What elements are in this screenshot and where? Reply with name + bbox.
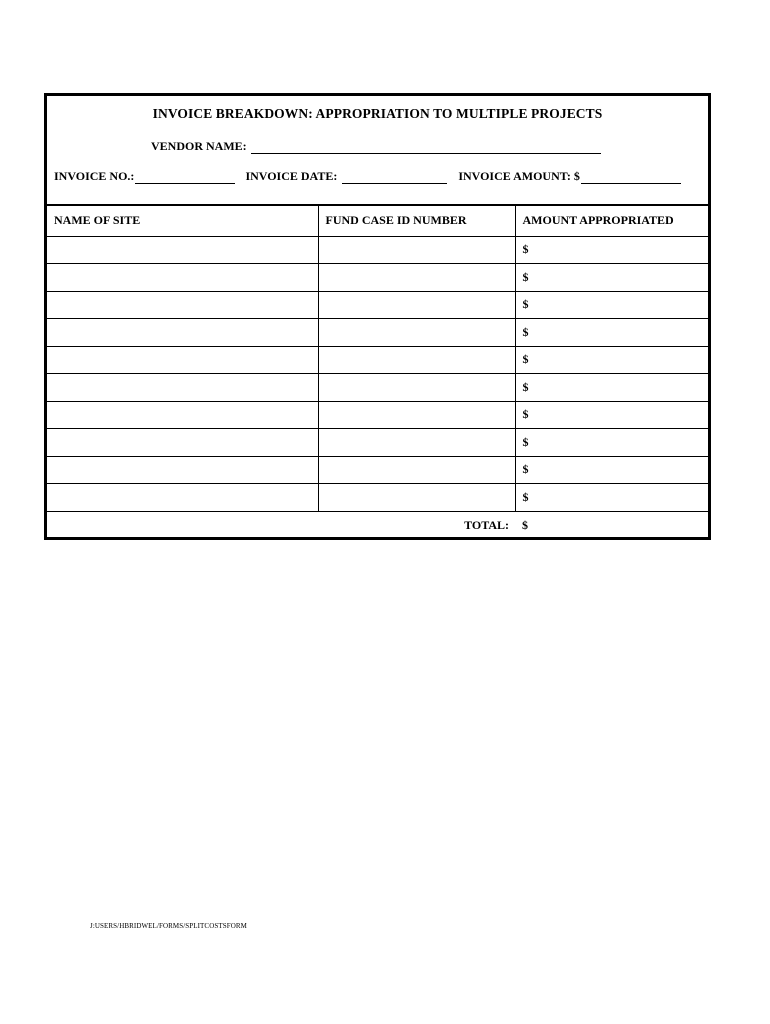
site-name-cell[interactable] (47, 319, 318, 347)
site-name-cell[interactable] (47, 346, 318, 374)
table-header-row (47, 205, 708, 236)
vendor-name-field[interactable] (251, 141, 601, 154)
amount-cell[interactable]: $ (515, 401, 708, 429)
amount-cell[interactable]: $ (515, 346, 708, 374)
site-name-cell[interactable] (47, 264, 318, 292)
table-row (47, 236, 708, 264)
amount-cell[interactable]: $ (515, 319, 708, 347)
table-row (47, 346, 708, 374)
fund-case-id-cell[interactable] (318, 319, 515, 347)
amount-cell[interactable]: $ (515, 429, 708, 457)
site-name-cell[interactable] (47, 401, 318, 429)
total-row (47, 511, 708, 539)
amount-cell[interactable]: $ (515, 484, 708, 512)
total-label: TOTAL: (47, 511, 515, 539)
invoice-info-row (54, 169, 681, 184)
table-row (47, 456, 708, 484)
amount-cell[interactable]: $ (515, 264, 708, 292)
invoice-no-field[interactable] (135, 171, 235, 184)
vendor-name-row (151, 139, 601, 154)
site-name-cell[interactable] (47, 291, 318, 319)
table-row (47, 429, 708, 457)
amount-cell[interactable]: $ (515, 291, 708, 319)
fund-case-id-cell[interactable] (318, 374, 515, 402)
site-name-cell[interactable] (47, 236, 318, 264)
site-name-cell[interactable] (47, 429, 318, 457)
table-row (47, 291, 708, 319)
header-fund-case-id: FUND CASE ID NUMBER (318, 205, 515, 236)
fund-case-id-cell[interactable] (318, 429, 515, 457)
site-name-cell[interactable] (47, 484, 318, 512)
invoice-amount-label: INVOICE AMOUNT: $ (458, 169, 580, 183)
fund-case-id-cell[interactable] (318, 484, 515, 512)
invoice-breakdown-form (44, 93, 711, 540)
invoice-date-label: INVOICE DATE: (245, 169, 338, 183)
fund-case-id-cell[interactable] (318, 456, 515, 484)
amount-cell[interactable]: $ (515, 236, 708, 264)
invoice-date-field[interactable] (342, 171, 447, 184)
fund-case-id-cell[interactable] (318, 236, 515, 264)
amount-cell[interactable]: $ (515, 456, 708, 484)
file-path-footer: J:USERS/HBRIDWEL/FORMS/SPLITCOSTSFORM (90, 922, 247, 930)
table-row (47, 401, 708, 429)
site-name-cell[interactable] (47, 374, 318, 402)
table-row (47, 319, 708, 347)
invoice-no-label: INVOICE NO.: (54, 169, 135, 183)
fund-case-id-cell[interactable] (318, 291, 515, 319)
amount-cell[interactable]: $ (515, 374, 708, 402)
total-amount-cell[interactable]: $ (515, 511, 708, 539)
appropriation-table (47, 204, 708, 539)
header-name-of-site: NAME OF SITE (47, 205, 318, 236)
site-name-cell[interactable] (47, 456, 318, 484)
header-amount-appropriated: AMOUNT APPROPRIATED (515, 205, 708, 236)
invoice-amount-field[interactable] (581, 171, 681, 184)
table-row (47, 264, 708, 292)
form-title: INVOICE BREAKDOWN: APPROPRIATION TO MULTIPLE PROJECTS (152, 106, 603, 121)
fund-case-id-cell[interactable] (318, 401, 515, 429)
table-row (47, 374, 708, 402)
fund-case-id-cell[interactable] (318, 346, 515, 374)
vendor-name-label: VENDOR NAME: (151, 139, 247, 153)
fund-case-id-cell[interactable] (318, 264, 515, 292)
table-row (47, 484, 708, 512)
